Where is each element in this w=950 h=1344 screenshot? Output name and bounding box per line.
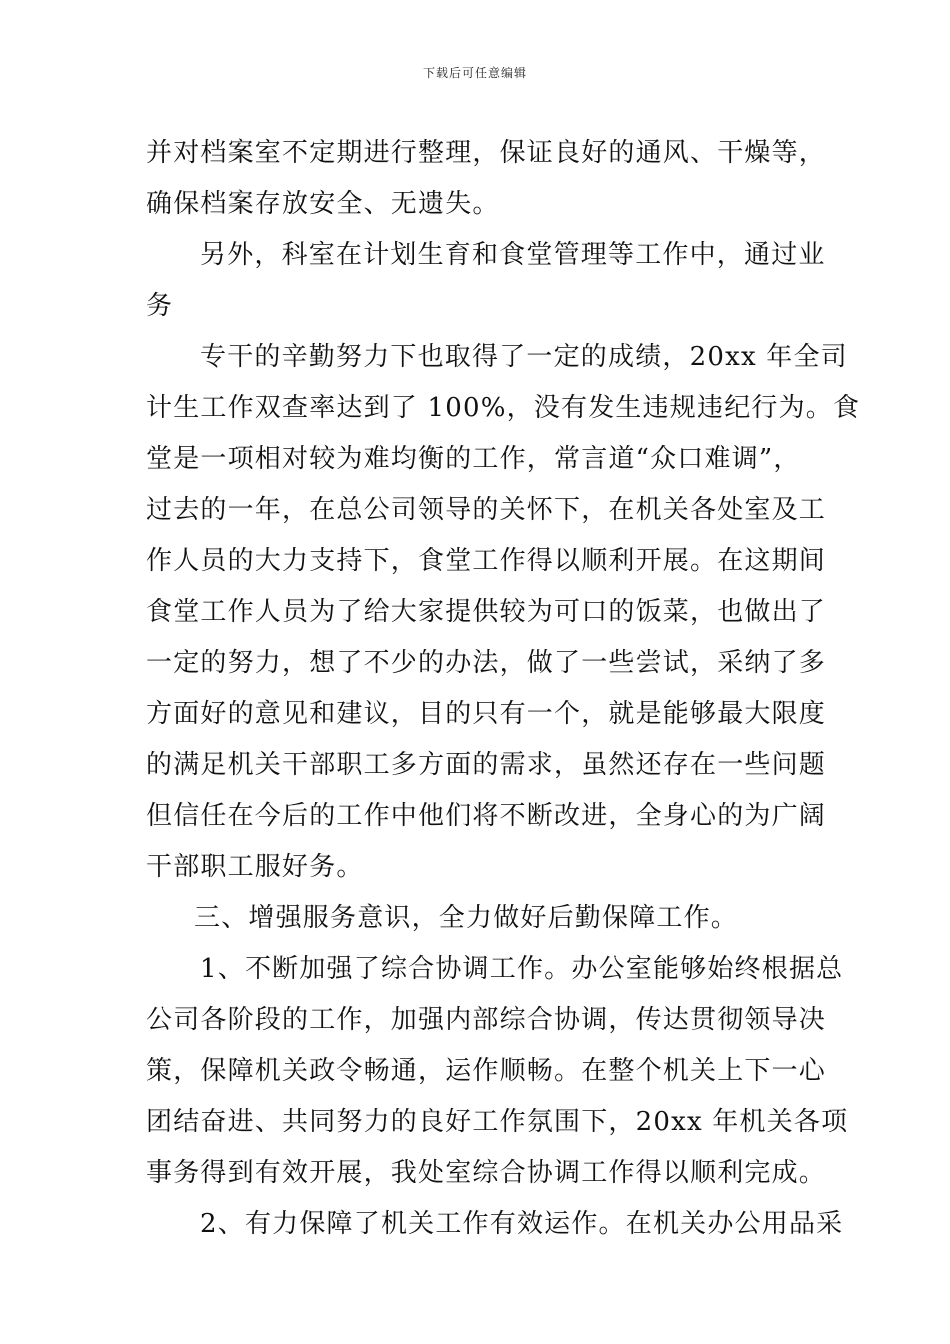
text-line-1: 并对档案室不定期进行整理，保证良好的通风、干燥等， xyxy=(146,138,827,168)
text-line-8: 过去的一年，在总公司领导的关怀下，在机关各处室及工 xyxy=(146,495,827,525)
text-line-15: 干部职工服好务。 xyxy=(146,852,364,882)
text-line-17: 1、不断加强了综合协调工作。办公室能够始终根据总 xyxy=(200,954,844,984)
text-line-11: 一定的努力，想了不少的办法，做了一些尝试，采纳了多 xyxy=(146,648,827,678)
text-line-16: 三、增强服务意识，全力做好后勤保障工作。 xyxy=(194,903,739,933)
header-note: 下载后可任意编辑 xyxy=(422,66,527,80)
text-line-6: 计生工作双查率达到了 100%，没有发生违规违纪行为。食 xyxy=(146,393,861,423)
text-line-3: 另外，科室在计划生育和食堂管理等工作中，通过业 xyxy=(200,240,826,270)
text-line-14: 但信任在今后的工作中他们将不断改进，全身心的为广阔 xyxy=(146,801,827,831)
text-line-7: 堂是一项相对较为难均衡的工作，常言道“众口难调”， xyxy=(146,444,801,474)
text-line-18: 公司各阶段的工作，加强内部综合协调，传达贯彻领导决 xyxy=(146,1005,827,1035)
text-line-4: 务 xyxy=(146,291,174,321)
text-line-19: 策，保障机关政令畅通，运作顺畅。在整个机关上下一心 xyxy=(146,1056,827,1086)
text-line-2: 确保档案存放安全、无遗失。 xyxy=(146,189,500,219)
text-line-9: 作人员的大力支持下，食堂工作得以顺利开展。在这期间 xyxy=(146,546,827,576)
text-line-13: 的满足机关干部职工多方面的需求，虽然还存在一些问题 xyxy=(146,750,827,780)
text-line-5: 专干的辛勤努力下也取得了一定的成绩，20xx 年全司 xyxy=(200,342,848,372)
text-line-22: 2、有力保障了机关工作有效运作。在机关办公用品采 xyxy=(200,1209,844,1239)
body-text xyxy=(146,128,861,1250)
text-line-20: 团结奋进、共同努力的良好工作氛围下，20xx 年机关各项 xyxy=(146,1107,849,1137)
text-line-10: 食堂工作人员为了给大家提供较为可口的饭菜，也做出了 xyxy=(146,597,827,627)
text-line-12: 方面好的意见和建议，目的只有一个，就是能够最大限度 xyxy=(146,699,827,729)
text-line-21: 事务得到有效开展，我处室综合协调工作得以顺利完成。 xyxy=(146,1158,827,1188)
